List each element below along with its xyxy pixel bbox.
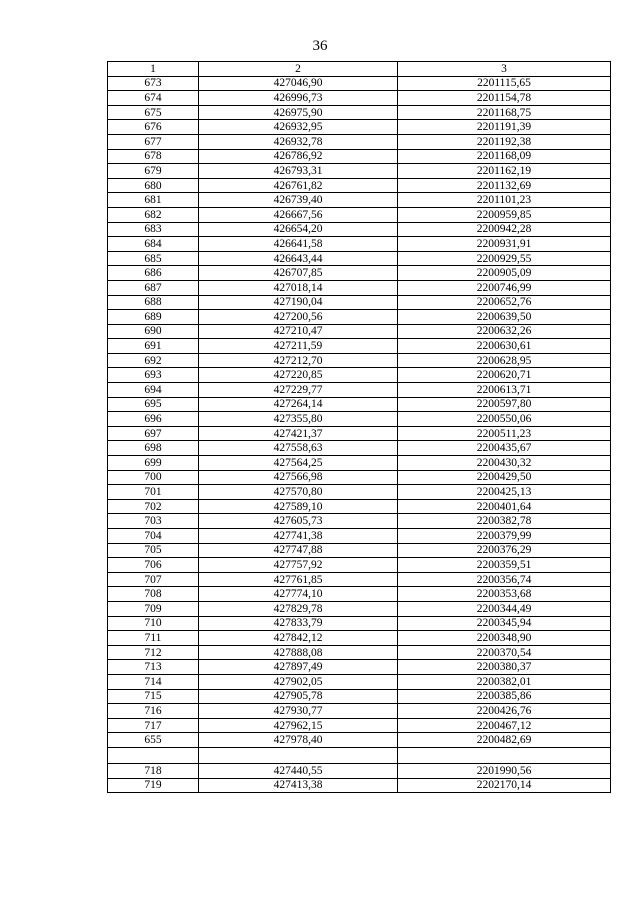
y-coordinate-cell: 2200959,85	[398, 207, 611, 222]
x-coordinate-cell: 427747,88	[199, 543, 398, 558]
table-row	[108, 778, 611, 793]
y-coordinate-cell: 2200929,55	[398, 251, 611, 266]
table-row	[108, 383, 611, 398]
point-number-cell: 682	[108, 207, 199, 222]
y-coordinate-cell: 2200382,01	[398, 674, 611, 689]
y-coordinate-cell: 2201168,75	[398, 105, 611, 120]
point-number-cell: 705	[108, 543, 199, 558]
table-row	[108, 412, 611, 427]
x-coordinate-cell: 426761,82	[199, 178, 398, 193]
x-coordinate-cell: 427757,92	[199, 558, 398, 573]
coordinates-table	[107, 61, 611, 793]
point-number-cell: 719	[108, 778, 199, 793]
point-number-cell: 702	[108, 499, 199, 514]
table-row	[108, 689, 611, 704]
point-number-cell: 679	[108, 164, 199, 179]
point-number-cell: 686	[108, 266, 199, 281]
table-row	[108, 295, 611, 310]
y-coordinate-cell: 2200652,76	[398, 295, 611, 310]
y-coordinate-cell: 2201191,39	[398, 120, 611, 135]
y-coordinate-cell: 2201168,09	[398, 149, 611, 164]
x-coordinate-cell: 426996,73	[199, 91, 398, 106]
y-coordinate-cell: 2200429,50	[398, 470, 611, 485]
y-coordinate-cell: 2200430,32	[398, 456, 611, 471]
point-number-cell: 716	[108, 704, 199, 719]
x-coordinate-cell: 427421,37	[199, 426, 398, 441]
y-coordinate-cell: 2200426,76	[398, 704, 611, 719]
x-coordinate-cell: 427440,55	[199, 763, 398, 778]
table-row	[108, 222, 611, 237]
y-coordinate-cell: 2200376,29	[398, 543, 611, 558]
table-row	[108, 543, 611, 558]
y-coordinate-cell: 2200370,54	[398, 645, 611, 660]
x-coordinate-cell: 427212,70	[199, 353, 398, 368]
x-coordinate-cell: 426643,44	[199, 251, 398, 266]
table-row	[108, 733, 611, 748]
table-row	[108, 91, 611, 106]
x-coordinate-cell: 427355,80	[199, 412, 398, 427]
table-row	[108, 470, 611, 485]
table-row	[108, 514, 611, 529]
table-row	[108, 499, 611, 514]
point-number-cell: 694	[108, 383, 199, 398]
point-number-cell: 680	[108, 178, 199, 193]
table-row	[108, 674, 611, 689]
y-coordinate-cell: 2200597,80	[398, 397, 611, 412]
point-number-cell: 697	[108, 426, 199, 441]
point-number-cell: 688	[108, 295, 199, 310]
point-number-cell: 718	[108, 763, 199, 778]
point-number-cell: 711	[108, 631, 199, 646]
table-row	[108, 426, 611, 441]
x-coordinate-cell: 427605,73	[199, 514, 398, 529]
table-row	[108, 485, 611, 500]
point-number-cell: 676	[108, 120, 199, 135]
y-coordinate-cell: 2200401,64	[398, 499, 611, 514]
x-coordinate-cell: 427902,05	[199, 674, 398, 689]
table-row	[108, 631, 611, 646]
point-number-cell: 714	[108, 674, 199, 689]
table-row	[108, 456, 611, 471]
x-coordinate-cell: 427229,77	[199, 383, 398, 398]
table-row	[108, 397, 611, 412]
x-coordinate-cell: 427833,79	[199, 616, 398, 631]
point-number-cell: 717	[108, 718, 199, 733]
table-header-row	[108, 62, 611, 77]
x-coordinate-cell: 427905,78	[199, 689, 398, 704]
table-row	[108, 718, 611, 733]
x-coordinate-cell: 427558,63	[199, 441, 398, 456]
table-row	[108, 134, 611, 149]
point-number-cell: 698	[108, 441, 199, 456]
x-coordinate-cell: 427589,10	[199, 499, 398, 514]
point-number-cell: 693	[108, 368, 199, 383]
y-coordinate-cell: 2200942,28	[398, 222, 611, 237]
table-row	[108, 339, 611, 354]
y-coordinate-cell: 2202170,14	[398, 778, 611, 793]
y-coordinate-cell: 2200482,69	[398, 733, 611, 748]
point-number-cell: 699	[108, 456, 199, 471]
x-coordinate-cell: 427888,08	[199, 645, 398, 660]
x-coordinate-cell: 427978,40	[199, 733, 398, 748]
table-row	[108, 207, 611, 222]
x-coordinate-cell: 427741,38	[199, 529, 398, 544]
point-number-cell: 713	[108, 660, 199, 675]
table-row	[108, 747, 611, 763]
point-number-cell: 709	[108, 601, 199, 616]
table-body	[108, 76, 611, 793]
x-coordinate-cell: 427190,04	[199, 295, 398, 310]
y-coordinate-cell: 2200628,95	[398, 353, 611, 368]
point-number-cell: 712	[108, 645, 199, 660]
x-coordinate-cell: 426793,31	[199, 164, 398, 179]
y-coordinate-cell: 2201154,78	[398, 91, 611, 106]
point-number-cell: 673	[108, 76, 199, 91]
table-row	[108, 310, 611, 325]
y-coordinate-cell: 2200550,06	[398, 412, 611, 427]
y-coordinate-cell: 2201192,38	[398, 134, 611, 149]
x-coordinate-cell: 427200,56	[199, 310, 398, 325]
y-coordinate-cell: 2200359,51	[398, 558, 611, 573]
x-coordinate-cell: 426641,58	[199, 237, 398, 252]
point-number-cell: 707	[108, 572, 199, 587]
point-number-cell: 715	[108, 689, 199, 704]
table-row	[108, 251, 611, 266]
point-number-cell: 704	[108, 529, 199, 544]
point-number-cell: 675	[108, 105, 199, 120]
x-coordinate-cell: 427264,14	[199, 397, 398, 412]
y-coordinate-cell: 2200639,50	[398, 310, 611, 325]
point-number-cell	[108, 747, 199, 763]
x-coordinate-cell: 427842,12	[199, 631, 398, 646]
point-number-cell: 677	[108, 134, 199, 149]
y-coordinate-cell: 2200905,09	[398, 266, 611, 281]
table-row	[108, 193, 611, 208]
table-row	[108, 324, 611, 339]
column-header-2: 2	[199, 62, 398, 77]
table-row	[108, 76, 611, 91]
y-coordinate-cell: 2200348,90	[398, 631, 611, 646]
column-header-3: 3	[398, 62, 611, 77]
table-row	[108, 763, 611, 778]
x-coordinate-cell: 427897,49	[199, 660, 398, 675]
x-coordinate-cell	[199, 747, 398, 763]
y-coordinate-cell: 2201162,19	[398, 164, 611, 179]
point-number-cell: 696	[108, 412, 199, 427]
y-coordinate-cell: 2200380,37	[398, 660, 611, 675]
table-row	[108, 237, 611, 252]
x-coordinate-cell: 426932,95	[199, 120, 398, 135]
point-number-cell: 689	[108, 310, 199, 325]
x-coordinate-cell: 427962,15	[199, 718, 398, 733]
x-coordinate-cell: 427210,47	[199, 324, 398, 339]
y-coordinate-cell: 2201132,69	[398, 178, 611, 193]
point-number-cell: 690	[108, 324, 199, 339]
y-coordinate-cell: 2200356,74	[398, 572, 611, 587]
x-coordinate-cell: 427774,10	[199, 587, 398, 602]
point-number-cell: 678	[108, 149, 199, 164]
y-coordinate-cell: 2200435,67	[398, 441, 611, 456]
x-coordinate-cell: 426739,40	[199, 193, 398, 208]
point-number-cell: 685	[108, 251, 199, 266]
table-row	[108, 572, 611, 587]
point-number-cell: 710	[108, 616, 199, 631]
table-row	[108, 601, 611, 616]
y-coordinate-cell: 2200613,71	[398, 383, 611, 398]
point-number-cell: 703	[108, 514, 199, 529]
table-row	[108, 266, 611, 281]
y-coordinate-cell: 2200385,86	[398, 689, 611, 704]
x-coordinate-cell: 427018,14	[199, 280, 398, 295]
y-coordinate-cell: 2200353,68	[398, 587, 611, 602]
table-row	[108, 529, 611, 544]
table-row	[108, 164, 611, 179]
y-coordinate-cell: 2200467,12	[398, 718, 611, 733]
table-row	[108, 105, 611, 120]
table-row	[108, 368, 611, 383]
y-coordinate-cell: 2200425,13	[398, 485, 611, 500]
point-number-cell: 674	[108, 91, 199, 106]
x-coordinate-cell: 426786,92	[199, 149, 398, 164]
y-coordinate-cell: 2200511,23	[398, 426, 611, 441]
y-coordinate-cell: 2201101,23	[398, 193, 611, 208]
x-coordinate-cell: 426654,20	[199, 222, 398, 237]
y-coordinate-cell: 2200379,99	[398, 529, 611, 544]
y-coordinate-cell: 2200746,99	[398, 280, 611, 295]
table-row	[108, 645, 611, 660]
y-coordinate-cell: 2201115,65	[398, 76, 611, 91]
x-coordinate-cell: 427566,98	[199, 470, 398, 485]
x-coordinate-cell: 426975,90	[199, 105, 398, 120]
page-number: 36	[312, 38, 328, 54]
x-coordinate-cell: 426667,56	[199, 207, 398, 222]
x-coordinate-cell: 426932,78	[199, 134, 398, 149]
point-number-cell: 701	[108, 485, 199, 500]
point-number-cell: 684	[108, 237, 199, 252]
point-number-cell: 692	[108, 353, 199, 368]
y-coordinate-cell: 2200931,91	[398, 237, 611, 252]
x-coordinate-cell: 427761,85	[199, 572, 398, 587]
x-coordinate-cell: 427046,90	[199, 76, 398, 91]
x-coordinate-cell: 427413,38	[199, 778, 398, 793]
y-coordinate-cell: 2200382,78	[398, 514, 611, 529]
table-row	[108, 353, 611, 368]
table-row	[108, 120, 611, 135]
table-row	[108, 558, 611, 573]
x-coordinate-cell: 427829,78	[199, 601, 398, 616]
point-number-cell: 706	[108, 558, 199, 573]
table-row	[108, 149, 611, 164]
y-coordinate-cell: 2200620,71	[398, 368, 611, 383]
x-coordinate-cell: 427220,85	[199, 368, 398, 383]
point-number-cell: 691	[108, 339, 199, 354]
point-number-cell: 700	[108, 470, 199, 485]
y-coordinate-cell: 2200632,26	[398, 324, 611, 339]
x-coordinate-cell: 426707,85	[199, 266, 398, 281]
table-row	[108, 441, 611, 456]
x-coordinate-cell: 427564,25	[199, 456, 398, 471]
table-row	[108, 616, 611, 631]
x-coordinate-cell: 427930,77	[199, 704, 398, 719]
column-header-1: 1	[108, 62, 199, 77]
table-row	[108, 660, 611, 675]
table-row	[108, 280, 611, 295]
y-coordinate-cell: 2200344,49	[398, 601, 611, 616]
y-coordinate-cell: 2201990,56	[398, 763, 611, 778]
point-number-cell: 687	[108, 280, 199, 295]
point-number-cell: 708	[108, 587, 199, 602]
point-number-cell: 695	[108, 397, 199, 412]
y-coordinate-cell: 2200630,61	[398, 339, 611, 354]
point-number-cell: 655	[108, 733, 199, 748]
x-coordinate-cell: 427211,59	[199, 339, 398, 354]
y-coordinate-cell: 2200345,94	[398, 616, 611, 631]
point-number-cell: 683	[108, 222, 199, 237]
x-coordinate-cell: 427570,80	[199, 485, 398, 500]
table-row	[108, 704, 611, 719]
table-row	[108, 587, 611, 602]
y-coordinate-cell	[398, 747, 611, 763]
table-row	[108, 178, 611, 193]
point-number-cell: 681	[108, 193, 199, 208]
